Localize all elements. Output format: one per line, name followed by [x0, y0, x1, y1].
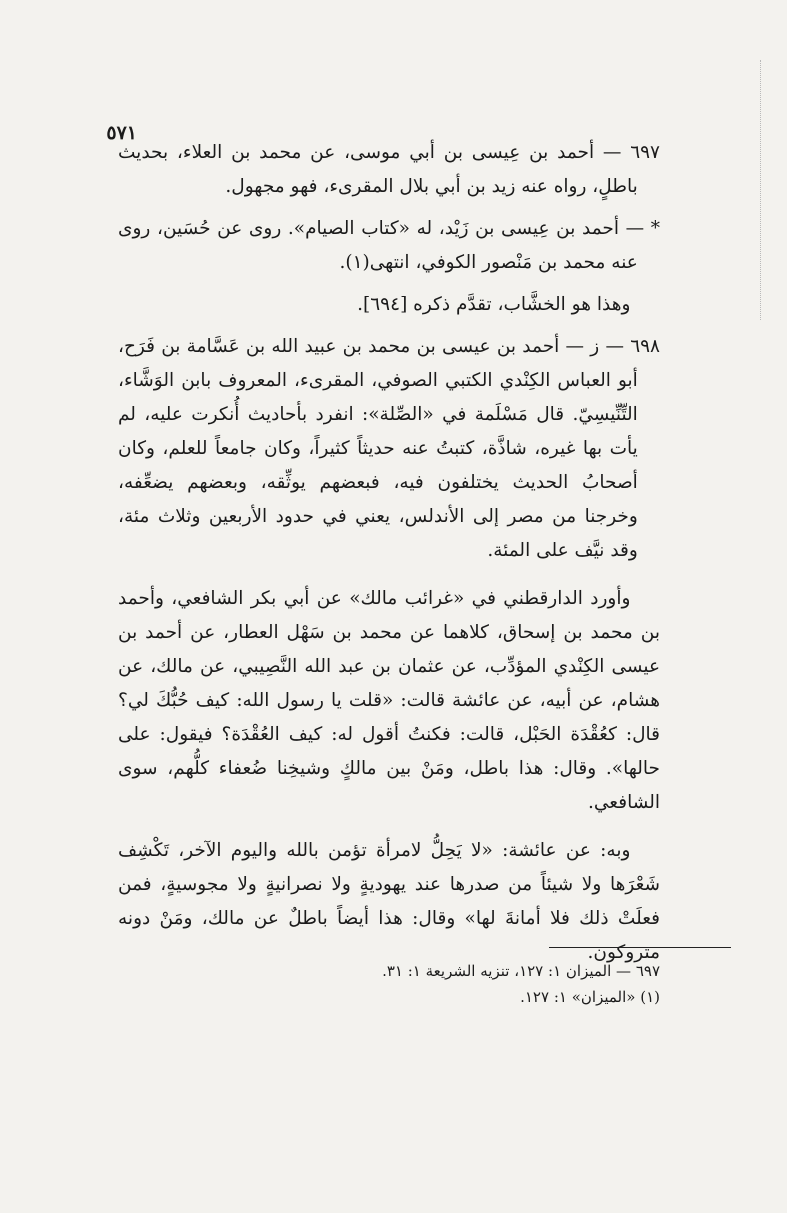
- cross-reference-note: وهذا هو الخشَّاب، تقدَّم ذكره [٦٩٤].: [357, 294, 631, 315]
- page-number: ٥٧١: [106, 122, 137, 144]
- footnote-697-sources: ٦٩٧ — الميزان ١: ١٢٧، تنزيه الشريعة ١: ٣١.: [382, 962, 660, 980]
- aisha-hadith-paragraph: وبه: عن عائشة: «لا يَحِلُّ لامرأة تؤمن بالله واليوم الآخر، تَكْشِف شَعْرَها ولا شيئاً من صدرها عند يهوديةٍ ولا نصرانيةٍ ولا مجوسيةٍ، فمن فعلَتْ ذلك فلا أمانةَ لها» وقال: هذا أيضاً باطلٌ عن مالك، ومَنْ دونه متروكون.: [118, 840, 660, 963]
- footnote-1: (١) «الميزان» ١: ١٢٧.: [520, 988, 660, 1006]
- main-text: [118, 136, 660, 970]
- page-edge-dotted-line: [759, 60, 761, 320]
- entry-ahmad-ibn-isa-ibn-zayd: * — أحمد بن عِيسى بن زَيْد، له «كتاب الصيام». روى عن حُسَين، روى عنه محمد بن مَنْصور الكوفي، انتهى(١).: [118, 218, 660, 273]
- entry-697: ٦٩٧ — أحمد بن عِيسى بن أبي موسى، عن محمد بن العلاء، بحديث باطلٍ، رواه عنه زيد بن أبي بلال المقرىء، فهو مجهول.: [118, 142, 660, 197]
- daraqutni-paragraph: وأورد الدارقطني في «غرائب مالك» عن أبي بكر الشافعي، وأحمد بن محمد بن إسحاق، كلاهما عن محمد بن سَهْل العطار، عن أحمد بن عيسى الكِنْدي المؤدِّب، عن عثمان بن عبد الله النَّصِيبي، عن مالك، عن هشام، عن أبيه، عن عائشة قالت: «قلت يا رسول الله: كيف حُبُّكَ لي؟ قال: كعُقْدَة الحَبْل، قالت: فكنتُ أقول له: كيف العُقْدَة؟ فيقول: على حالها». وقال: هذا باطل، ومَنْ بين مالكٍ وشيخِنا ضُعفاء كلُّهم، سوى الشافعي.: [118, 588, 660, 813]
- footnotes: [118, 958, 660, 1010]
- footnote-separator: [549, 947, 731, 948]
- entry-698: ٦٩٨ — ز — أحمد بن عيسى بن محمد بن عبيد الله بن عَسَّامة بن فَرَح، أبو العباس الكِنْدي الكتبي الصوفي، المقرىء، المعروف بابن الوَشَّاء، التِّنِّيسِيّ. قال مَسْلَمة في «الصِّلة»: انفرد بأحاديث أُنكرت عليه، لم يأت بها غيره، شاذَّة، كتبتُ عنه حديثاً كثيراً، وكان جامعاً للعلم، وكان أصحابُ الحديث يختلفون فيه، فبعضهم يوثِّقه، وبعضهم يضعِّفه، وخرجنا من مصر إلى الأندلس، يعني في حدود الأربعين وثلاث مئة، وقد نيَّف على المئة.: [118, 336, 660, 561]
